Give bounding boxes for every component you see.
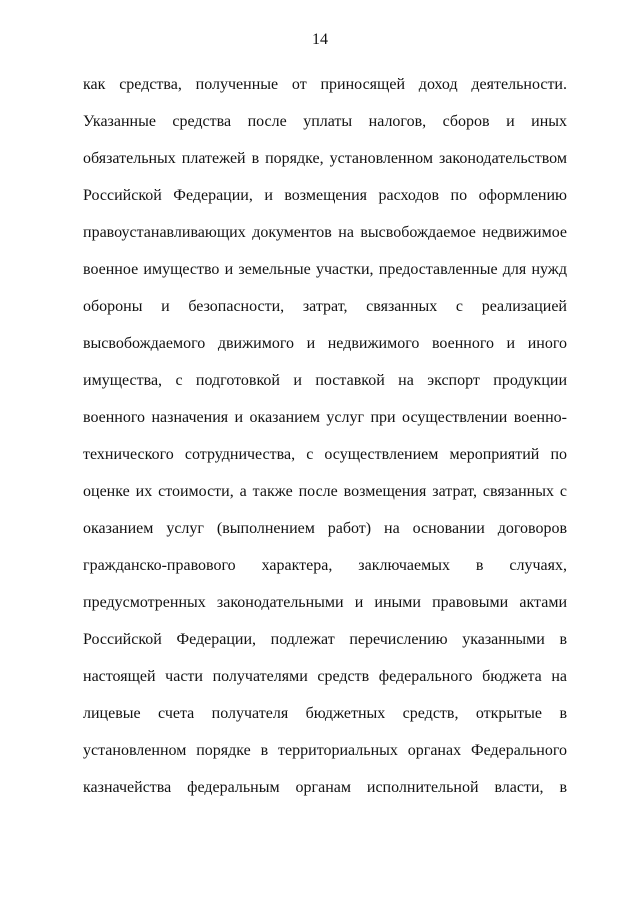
text-line: военное имущество и земельные участки, предоставленные для нужд	[83, 261, 567, 278]
text-line: лицевые счета получателя бюджетных средств, открытые в	[83, 705, 567, 722]
text-line: установленном порядке в территориальных органах Федерального	[83, 742, 567, 759]
text-line: настоящей части получателями средств федерального бюджета на	[83, 668, 567, 685]
text-line: обязательных платежей в порядке, установленном законодательством	[83, 150, 567, 167]
text-line: технического сотрудничества, с осуществлением мероприятий по	[83, 446, 567, 463]
text-line: казначейства федеральным органам исполнительной власти, в	[83, 779, 567, 796]
text-line: обороны и безопасности, затрат, связанных с реализацией	[83, 298, 567, 315]
text-line: оказанием услуг (выполнением работ) на основании договоров	[83, 520, 567, 537]
text-line: предусмотренных законодательными и иными правовыми актами	[83, 594, 567, 611]
text-line: имущества, с подготовкой и поставкой на экспорт продукции	[83, 372, 567, 389]
text-line: Указанные средства после уплаты налогов, сборов и иных	[83, 113, 567, 130]
text-line: высвобождаемого движимого и недвижимого военного и иного	[83, 335, 567, 352]
body-text	[83, 66, 567, 806]
text-line: Российской Федерации, и возмещения расходов по оформлению	[83, 187, 567, 204]
text-line: как средства, полученные от приносящей доход деятельности.	[83, 76, 567, 93]
text-line: правоустанавливающих документов на высвобождаемое недвижимое	[83, 224, 567, 241]
text-line: Российской Федерации, подлежат перечислению указанными в	[83, 631, 567, 648]
text-line: военного назначения и оказанием услуг при осуществлении военно-	[83, 409, 567, 426]
page-number: 14	[312, 31, 328, 48]
text-line: гражданско-правового характера, заключаемых в случаях,	[83, 557, 567, 574]
text-line: оценке их стоимости, а также после возмещения затрат, связанных с	[83, 483, 567, 500]
